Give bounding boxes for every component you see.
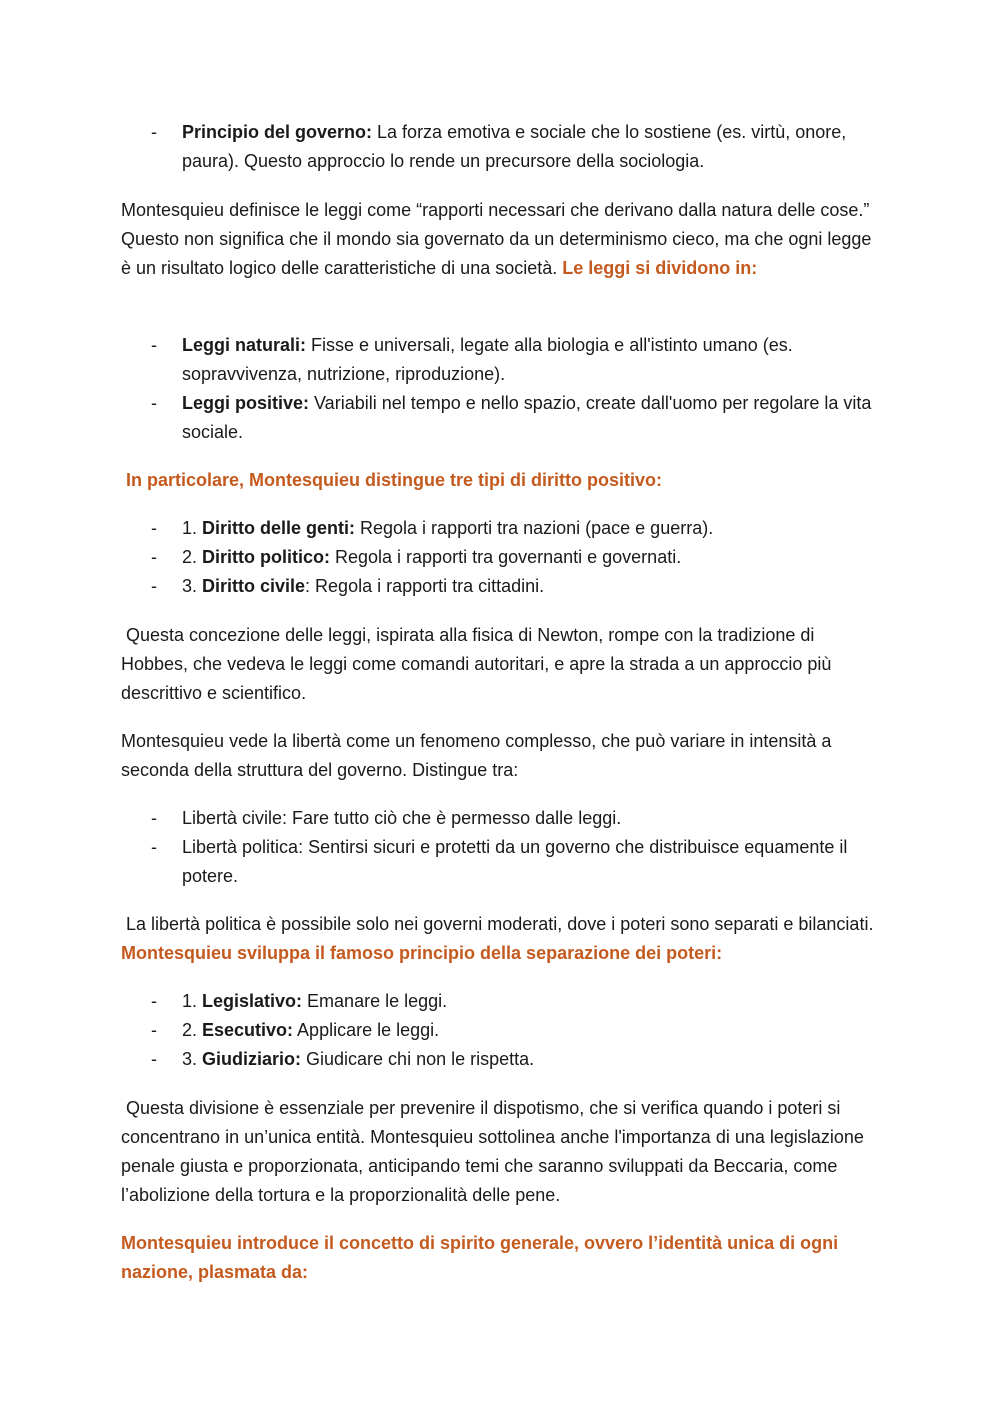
term: Giudiziario: — [202, 1049, 302, 1069]
definition: : Regola i rapporti tra cittadini. — [305, 576, 545, 596]
list-number: 3. — [182, 1049, 203, 1069]
definition: Fisse e universali, legate alla biologia e all'istinto umano (es. sopravvivenza, nutrizione, riproduzione). — [182, 335, 793, 384]
list-leggi — [121, 331, 881, 447]
paragraph-divisione: Questa divisione è essenziale per prevenire il dispotismo, che si verifica quando i poteri si concentrano in un’unica entità. Montesquieu sottolinea anche l'importanza di una legislazione penale giusta e proporzionata, anticipando temi che saranno sviluppati da Beccaria, come l’abolizione della tortura e la proporzionalità delle pene. — [121, 1098, 869, 1205]
term: Legislativo: — [202, 991, 303, 1011]
paragraph-newton: Questa concezione delle leggi, ispirata alla fisica di Newton, rompe con la tradizione di Hobbes, che vedeva le leggi come comandi autoritari, e apre la strada a un approccio più descrittivo e scientifico. — [121, 625, 837, 703]
highlight-text: Montesquieu sviluppa il famoso principio della separazione dei poteri: — [121, 943, 723, 963]
list-diritto — [121, 514, 881, 601]
highlight-text: Le leggi si dividono in: — [562, 258, 758, 278]
list-item — [121, 1016, 881, 1045]
definition: Variabili nel tempo e nello spazio, create dall'uomo per regolare la vita sociale. — [182, 393, 872, 442]
list-item — [121, 389, 881, 447]
term: Diritto delle genti: — [202, 518, 356, 538]
list-number: 2. — [182, 547, 203, 567]
heading-spirito: Montesquieu introduce il concetto di spirito generale, ovvero l’identità unica di ogni nazione, plasmata da: — [121, 1233, 839, 1282]
paragraph-leggi — [121, 196, 881, 283]
definition: Giudicare chi non le rispetta. — [301, 1049, 535, 1069]
paragraph-text: Montesquieu definisce le leggi come “rapporti necessari che derivano dalla natura delle cose.” Questo non significa che il mondo sia governato da un determinismo cieco, ma che ogni legge è un risultato logico delle caratteristiche di una società. — [121, 200, 872, 278]
list-item — [121, 514, 881, 543]
term: Leggi positive: — [182, 393, 310, 413]
list-poteri — [121, 987, 881, 1074]
list-item — [121, 987, 881, 1016]
definition: Regola i rapporti tra governanti e governati. — [330, 547, 682, 567]
list-item — [121, 118, 881, 176]
term: Esecutivo: — [202, 1020, 294, 1040]
term: Principio del governo: — [182, 122, 373, 142]
list-number: 1. — [182, 991, 203, 1011]
heading-diritto: In particolare, Montesquieu distingue tre tipi di diritto positivo: — [121, 470, 663, 490]
list-item — [121, 572, 881, 601]
definition: La forza emotiva e sociale che lo sostiene (es. virtù, onore, paura). Questo approccio lo rende un precursore della sociologia. — [182, 122, 847, 171]
list-item — [121, 1045, 881, 1074]
term: Diritto politico: — [202, 547, 330, 567]
list-governo — [121, 118, 881, 176]
definition: Emanare le leggi. — [302, 991, 448, 1011]
list-liberta — [121, 804, 881, 891]
list-number: 1. — [182, 518, 203, 538]
definition: Regola i rapporti tra nazioni (pace e guerra). — [355, 518, 714, 538]
list-item — [121, 804, 881, 833]
list-text: Libertà politica: Sentirsi sicuri e protetti da un governo che distribuisce equamente il potere. — [182, 837, 848, 886]
list-item — [121, 331, 881, 389]
paragraph-liberta: Montesquieu vede la libertà come un fenomeno complesso, che può variare in intensità a seconda della struttura del governo. Distingue tra: — [121, 731, 832, 780]
paragraph-poteri — [121, 910, 881, 968]
list-number: 3. — [182, 576, 203, 596]
paragraph-text: La libertà politica è possibile solo nei governi moderati, dove i poteri sono separati e bilanciati. — [121, 914, 879, 934]
term: Diritto civile — [202, 576, 306, 596]
term: Leggi naturali: — [182, 335, 307, 355]
list-number: 2. — [182, 1020, 203, 1040]
definition: Applicare le leggi. — [293, 1020, 440, 1040]
list-item — [121, 543, 881, 572]
list-text: Libertà civile: Fare tutto ciò che è permesso dalle leggi. — [182, 808, 622, 828]
list-item — [121, 833, 881, 891]
